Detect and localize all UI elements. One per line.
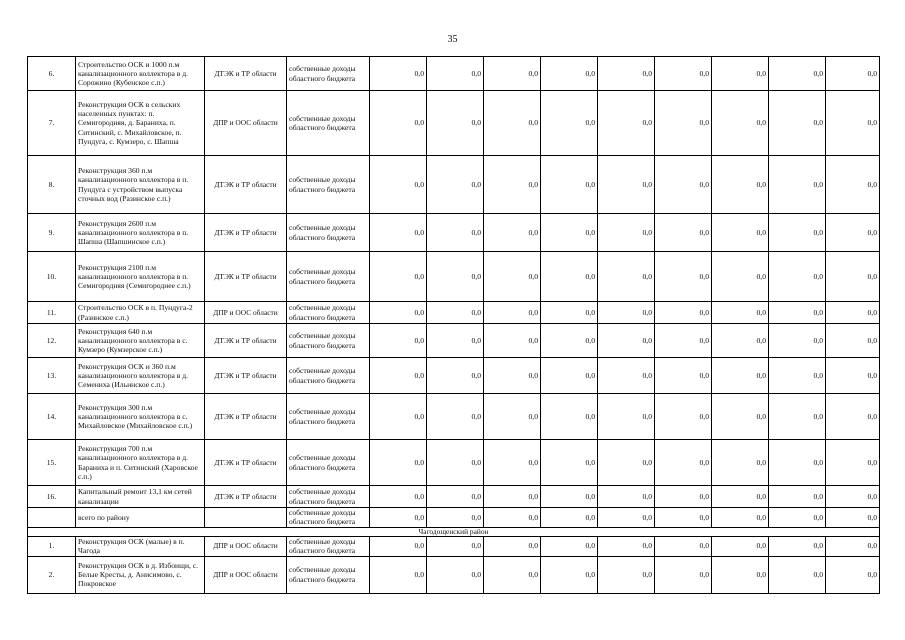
value-cell: 0,0: [826, 214, 880, 252]
value-cell: 0,0: [769, 302, 826, 324]
measure-name-cell: Реконструкция ОСК в д. Избоищи, с. Белые Кресты, д. Анисимово, с. Покровское: [76, 556, 205, 593]
value-cell: 0,0: [598, 508, 655, 528]
measure-name-cell: Строительство ОСК в п. Пундуга-2 (Разинское с.п.): [76, 302, 205, 324]
value-cell: 0,0: [484, 394, 541, 440]
funding-source-cell: собственные доходы областного бюджета: [287, 440, 370, 486]
executor-cell: [205, 508, 287, 528]
executor-cell: ДТЭК и ТР области: [205, 156, 287, 214]
table-row: [28, 536, 880, 556]
table-body-section-2: [28, 536, 880, 593]
table-row: [28, 214, 880, 252]
value-cell: 0,0: [826, 536, 880, 556]
row-number-cell: 9.: [28, 214, 76, 252]
value-cell: 0,0: [712, 536, 769, 556]
value-cell: 0,0: [769, 394, 826, 440]
value-cell: 0,0: [598, 252, 655, 302]
value-cell: 0,0: [427, 556, 484, 593]
executor-cell: ДТЭК и ТР области: [205, 252, 287, 302]
measure-name-cell: Реконструкция ОСК в сельских населенных пунктах: п. Семигородняя, д. Бараниха, п. Ситинский, с. Михайловское, п. Пундуга, с. Кумзеро, с. Шапша: [76, 91, 205, 156]
program-table: [27, 56, 880, 594]
value-cell: 0,0: [541, 394, 598, 440]
row-number-cell: 2.: [28, 556, 76, 593]
value-cell: 0,0: [826, 440, 880, 486]
value-cell: 0,0: [655, 536, 712, 556]
value-cell: 0,0: [484, 302, 541, 324]
value-cell: 0,0: [427, 57, 484, 91]
value-cell: 0,0: [712, 57, 769, 91]
value-cell: 0,0: [484, 508, 541, 528]
value-cell: 0,0: [541, 536, 598, 556]
value-cell: 0,0: [826, 556, 880, 593]
table-row: [28, 556, 880, 593]
row-number-cell: 13.: [28, 358, 76, 394]
district-header-section: [28, 527, 880, 536]
funding-source-cell: собственные доходы областного бюджета: [287, 57, 370, 91]
executor-cell: ДТЭК и ТР области: [205, 358, 287, 394]
value-cell: 0,0: [712, 440, 769, 486]
executor-cell: ДТЭК и ТР области: [205, 324, 287, 358]
value-cell: 0,0: [598, 324, 655, 358]
table-row: [28, 302, 880, 324]
table-row: [28, 91, 880, 156]
row-number-cell: 12.: [28, 324, 76, 358]
value-cell: 0,0: [541, 358, 598, 394]
value-cell: 0,0: [427, 156, 484, 214]
page-number: 35: [447, 34, 458, 45]
value-cell: 0,0: [598, 486, 655, 508]
value-cell: 0,0: [712, 556, 769, 593]
value-cell: 0,0: [484, 252, 541, 302]
value-cell: 0,0: [655, 57, 712, 91]
value-cell: 0,0: [541, 91, 598, 156]
value-cell: 0,0: [427, 324, 484, 358]
funding-source-cell: собственные доходы областного бюджета: [287, 91, 370, 156]
table-row: [28, 508, 880, 528]
value-cell: 0,0: [370, 214, 427, 252]
value-cell: 0,0: [541, 556, 598, 593]
value-cell: 0,0: [712, 91, 769, 156]
value-cell: 0,0: [712, 508, 769, 528]
value-cell: 0,0: [655, 252, 712, 302]
measure-name-cell: Строительство ОСК и 1000 п.м канализационного коллектора в д. Сорожино (Кубенское с.п.): [76, 57, 205, 91]
table-row: [28, 57, 880, 91]
value-cell: 0,0: [370, 486, 427, 508]
table-row: [28, 156, 880, 214]
funding-source-cell: собственные доходы областного бюджета: [287, 358, 370, 394]
executor-cell: ДТЭК и ТР области: [205, 214, 287, 252]
value-cell: 0,0: [826, 156, 880, 214]
executor-cell: ДТЭК и ТР области: [205, 486, 287, 508]
funding-source-cell: собственные доходы областного бюджета: [287, 214, 370, 252]
value-cell: 0,0: [370, 508, 427, 528]
value-cell: 0,0: [769, 508, 826, 528]
value-cell: 0,0: [541, 302, 598, 324]
value-cell: 0,0: [427, 252, 484, 302]
value-cell: 0,0: [826, 358, 880, 394]
value-cell: 0,0: [769, 252, 826, 302]
value-cell: 0,0: [769, 57, 826, 91]
row-number-cell: 11.: [28, 302, 76, 324]
value-cell: 0,0: [712, 394, 769, 440]
value-cell: 0,0: [370, 156, 427, 214]
value-cell: 0,0: [484, 91, 541, 156]
value-cell: 0,0: [598, 214, 655, 252]
value-cell: 0,0: [769, 156, 826, 214]
value-cell: 0,0: [769, 486, 826, 508]
value-cell: 0,0: [598, 536, 655, 556]
value-cell: 0,0: [484, 358, 541, 394]
value-cell: 0,0: [826, 252, 880, 302]
measure-name-cell: всего по району: [76, 508, 205, 528]
value-cell: 0,0: [370, 440, 427, 486]
value-cell: 0,0: [541, 214, 598, 252]
value-cell: 0,0: [541, 156, 598, 214]
executor-cell: ДТЭК и ТР области: [205, 57, 287, 91]
row-number-cell: 16.: [28, 486, 76, 508]
funding-source-cell: собственные доходы областного бюджета: [287, 302, 370, 324]
value-cell: 0,0: [598, 358, 655, 394]
table-row: [28, 440, 880, 486]
funding-source-cell: собственные доходы областного бюджета: [287, 394, 370, 440]
value-cell: 0,0: [427, 394, 484, 440]
funding-source-cell: собственные доходы областного бюджета: [287, 324, 370, 358]
value-cell: 0,0: [484, 440, 541, 486]
value-cell: 0,0: [826, 394, 880, 440]
value-cell: 0,0: [427, 508, 484, 528]
value-cell: 0,0: [370, 91, 427, 156]
value-cell: 0,0: [370, 556, 427, 593]
value-cell: 0,0: [598, 556, 655, 593]
value-cell: 0,0: [712, 486, 769, 508]
value-cell: 0,0: [541, 440, 598, 486]
value-cell: 0,0: [655, 508, 712, 528]
value-cell: 0,0: [427, 91, 484, 156]
funding-source-cell: собственные доходы областного бюджета: [287, 156, 370, 214]
value-cell: 0,0: [598, 394, 655, 440]
value-cell: 0,0: [598, 156, 655, 214]
measure-name-cell: Реконструкция 2600 п.м канализационного коллектора в п. Шапша (Шапшинское с.п.): [76, 214, 205, 252]
value-cell: 0,0: [598, 302, 655, 324]
value-cell: 0,0: [826, 486, 880, 508]
value-cell: 0,0: [826, 508, 880, 528]
row-number-cell: 7.: [28, 91, 76, 156]
table-row: [28, 394, 880, 440]
executor-cell: ДПР и ООС области: [205, 302, 287, 324]
value-cell: 0,0: [826, 302, 880, 324]
measure-name-cell: Реконструкция ОСК и 360 п.м канализационного коллектора в д. Семениха (Ильинское с.п.): [76, 358, 205, 394]
value-cell: 0,0: [712, 302, 769, 324]
measure-name-cell: Реконструкция 300 п.м канализационного коллектора в с. Михайловское (Михайловское с.п.): [76, 394, 205, 440]
value-cell: 0,0: [541, 252, 598, 302]
table-row: [28, 252, 880, 302]
value-cell: 0,0: [655, 91, 712, 156]
funding-source-cell: собственные доходы областного бюджета: [287, 536, 370, 556]
funding-source-cell: собственные доходы областного бюджета: [287, 486, 370, 508]
value-cell: 0,0: [769, 324, 826, 358]
value-cell: 0,0: [769, 214, 826, 252]
measure-name-cell: Реконструкция 360 п.м канализационного коллектора в п. Пундуга с устройством выпуска сточных вод (Разинское с.п.): [76, 156, 205, 214]
value-cell: 0,0: [655, 324, 712, 358]
row-number-cell: 8.: [28, 156, 76, 214]
value-cell: 0,0: [484, 324, 541, 358]
executor-cell: ДТЭК и ТР области: [205, 394, 287, 440]
value-cell: 0,0: [826, 57, 880, 91]
table-row: [28, 358, 880, 394]
value-cell: 0,0: [826, 91, 880, 156]
value-cell: 0,0: [769, 556, 826, 593]
row-number-cell: 6.: [28, 57, 76, 91]
value-cell: 0,0: [484, 486, 541, 508]
value-cell: 0,0: [598, 440, 655, 486]
measure-name-cell: Реконструкция 2100 п.м канализационного коллектора в п. Семигородняя (Семигороднее с.п.): [76, 252, 205, 302]
measure-name-cell: Реконструкция 640 п.м канализационного коллектора в с. Кумзеро (Кумзерское с.п.): [76, 324, 205, 358]
district-header-cell: Чагодощенский район: [28, 527, 880, 536]
value-cell: 0,0: [655, 394, 712, 440]
value-cell: 0,0: [484, 57, 541, 91]
funding-source-cell: собственные доходы областного бюджета: [287, 252, 370, 302]
value-cell: 0,0: [427, 302, 484, 324]
value-cell: 0,0: [655, 214, 712, 252]
executor-cell: ДТЭК и ТР области: [205, 440, 287, 486]
table-body-section-1: [28, 57, 880, 528]
value-cell: 0,0: [370, 536, 427, 556]
value-cell: 0,0: [712, 324, 769, 358]
value-cell: 0,0: [484, 156, 541, 214]
value-cell: 0,0: [712, 358, 769, 394]
value-cell: 0,0: [370, 302, 427, 324]
value-cell: 0,0: [370, 394, 427, 440]
table-row: [28, 324, 880, 358]
value-cell: 0,0: [712, 156, 769, 214]
funding-source-cell: собственные доходы областного бюджета: [287, 556, 370, 593]
value-cell: 0,0: [541, 508, 598, 528]
district-header-row: [28, 527, 880, 536]
value-cell: 0,0: [541, 486, 598, 508]
measure-name-cell: Реконструкция ОСК (малые) в п. Чагода: [76, 536, 205, 556]
value-cell: 0,0: [598, 57, 655, 91]
value-cell: 0,0: [541, 57, 598, 91]
value-cell: 0,0: [427, 440, 484, 486]
value-cell: 0,0: [370, 324, 427, 358]
value-cell: 0,0: [598, 91, 655, 156]
value-cell: 0,0: [427, 214, 484, 252]
value-cell: 0,0: [655, 302, 712, 324]
measure-name-cell: Капитальный ремонт 13,1 км сетей канализации: [76, 486, 205, 508]
value-cell: 0,0: [655, 486, 712, 508]
value-cell: 0,0: [769, 91, 826, 156]
value-cell: 0,0: [712, 252, 769, 302]
value-cell: 0,0: [712, 214, 769, 252]
executor-cell: ДПР и ООС области: [205, 536, 287, 556]
value-cell: 0,0: [769, 536, 826, 556]
value-cell: 0,0: [655, 440, 712, 486]
value-cell: 0,0: [427, 358, 484, 394]
funding-source-cell: собственные доходы областного бюджета: [287, 508, 370, 528]
table-row: [28, 486, 880, 508]
value-cell: 0,0: [541, 324, 598, 358]
value-cell: 0,0: [769, 440, 826, 486]
value-cell: 0,0: [484, 556, 541, 593]
value-cell: 0,0: [655, 358, 712, 394]
value-cell: 0,0: [655, 556, 712, 593]
row-number-cell: 1.: [28, 536, 76, 556]
value-cell: 0,0: [655, 156, 712, 214]
row-number-cell: 14.: [28, 394, 76, 440]
value-cell: 0,0: [769, 358, 826, 394]
executor-cell: ДПР и ООС области: [205, 91, 287, 156]
executor-cell: ДПР и ООС области: [205, 556, 287, 593]
value-cell: 0,0: [370, 252, 427, 302]
value-cell: 0,0: [826, 324, 880, 358]
value-cell: 0,0: [484, 214, 541, 252]
row-number-cell: 15.: [28, 440, 76, 486]
row-number-cell: 10.: [28, 252, 76, 302]
measure-name-cell: Реконструкция 700 п.м канализационного коллектора в д. Бараниха и п. Ситинский (Харовское с.п.): [76, 440, 205, 486]
value-cell: 0,0: [427, 486, 484, 508]
value-cell: 0,0: [370, 57, 427, 91]
value-cell: 0,0: [484, 536, 541, 556]
value-cell: 0,0: [370, 358, 427, 394]
row-number-cell: [28, 508, 76, 528]
value-cell: 0,0: [427, 536, 484, 556]
